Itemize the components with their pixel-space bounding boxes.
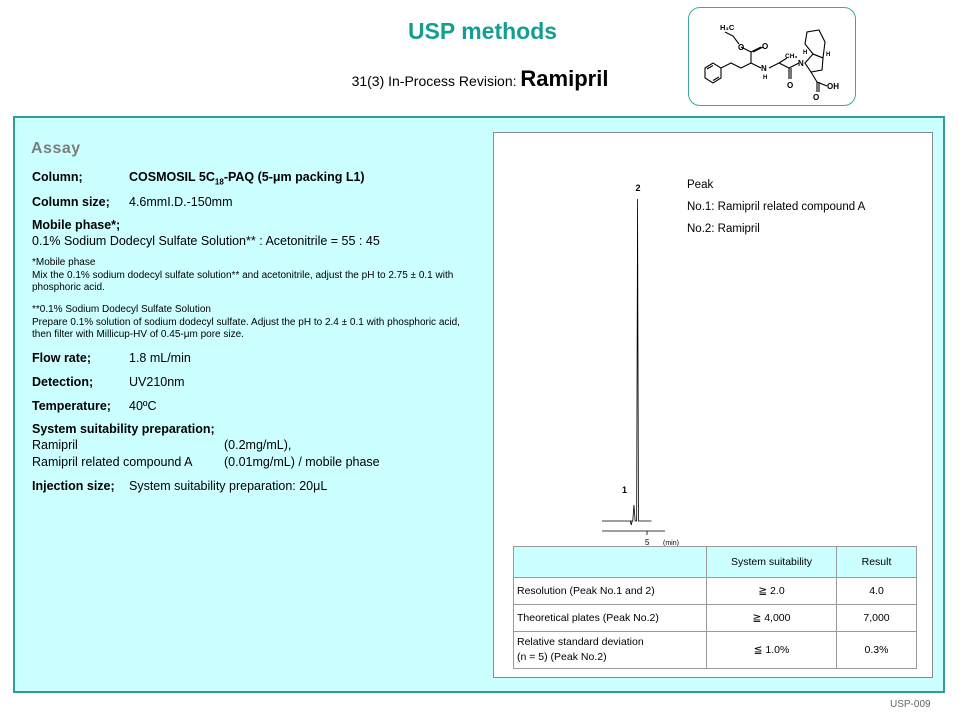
table-cell-item: Resolution (Peak No.1 and 2): [514, 578, 707, 605]
table-header-blank: [514, 547, 707, 578]
table-cell-result: 0.3%: [837, 632, 917, 669]
flow-rate-label: Flow rate;: [32, 351, 92, 365]
svg-text:H₃C: H₃C: [720, 23, 735, 32]
ssp-item-ramipril: Ramipril (0.2mg/mL),: [32, 438, 292, 452]
table-row: [514, 578, 917, 605]
column-row: [32, 170, 365, 187]
legend-peak-2: No.2: Ramipril: [687, 223, 760, 235]
svg-text:H: H: [803, 50, 808, 56]
table-header-result: Result: [837, 547, 917, 578]
peak-label-2: 2: [635, 183, 641, 193]
legend-peak-1: No.1: Ramipril related compound A: [687, 201, 866, 213]
svg-text:OH: OH: [827, 82, 839, 91]
table-cell-item: Theoretical plates (Peak No.2): [514, 605, 707, 632]
baseline-disturbance: [630, 521, 632, 525]
injection-value: System suitability preparation: 20μL: [129, 479, 328, 493]
mobile-phase-note: *Mobile phase Mix the 0.1% sodium dodecyl sulfate solution** and acetonitrile, adjust the pH to 2.75 ± 0.1 with phosphoric acid.: [32, 257, 454, 293]
table-cell-criterion: ≧ 4,000: [707, 605, 837, 632]
svg-text:H: H: [826, 52, 831, 58]
svg-text:O: O: [762, 42, 769, 51]
system-suitability-table: [513, 546, 917, 669]
column-size-row: [32, 195, 233, 209]
column-size-label: Column size;: [32, 195, 110, 209]
legend-title: Peak: [687, 179, 714, 191]
injection-label: Injection size;: [32, 479, 115, 493]
table-row: [514, 632, 917, 669]
svg-text:H: H: [763, 75, 768, 81]
ramipril-structure-diagram: [688, 7, 856, 106]
page-subtitle: [300, 66, 660, 92]
table-cell-criterion: ≧ 2.0: [707, 578, 837, 605]
svg-text:O: O: [738, 43, 745, 52]
detection-row: [32, 375, 185, 389]
subtitle-prefix: 31(3) In-Process Revision:: [351, 73, 521, 89]
subtitle-drug: Ramipril: [520, 66, 609, 91]
column-size-value: 4.6mmI.D.-150mm: [129, 195, 233, 209]
flow-rate-value: 1.8 mL/min: [129, 351, 191, 365]
peak-label-1: 1: [621, 484, 627, 495]
table-cell-criterion: ≦ 1.0%: [707, 632, 837, 669]
table-cell-item: Relative standard deviation (n = 5) (Peak No.2): [514, 632, 707, 669]
svg-text:O: O: [813, 93, 820, 102]
flow-rate-row: [32, 351, 191, 365]
chromatogram-trace: [602, 199, 652, 521]
assay-heading: Assay: [31, 140, 81, 157]
table-cell-result: 4.0: [837, 578, 917, 605]
mobile-phase-value: 0.1% Sodium Dodecyl Sulfate Solution** : Acetonitrile = 55 : 45: [32, 234, 380, 248]
svg-text:N: N: [761, 64, 767, 73]
detection-value: UV210nm: [129, 375, 185, 389]
injection-row: [32, 479, 327, 493]
x-axis-unit-label: (min): [663, 540, 679, 547]
svg-text:CH₃: CH₃: [785, 53, 798, 60]
table-header-criterion: System suitability: [707, 547, 837, 578]
svg-text:N: N: [798, 59, 804, 68]
assay-panel: [13, 116, 945, 693]
footer-code: USP-009: [890, 699, 931, 710]
temperature-label: Temperature;: [32, 399, 111, 413]
x-tick-label: 5: [645, 538, 650, 547]
sds-solution-note: **0.1% Sodium Dodecyl Sulfate Solution Prepare 0.1% solution of sodium dodecyl sulfate. Adjust the pH to 2.4 ± 0.1 with phosphoric acid, then filter with Millicup-HV of 0.45-μm pore size.: [32, 304, 460, 340]
table-cell-result: 7,000: [837, 605, 917, 632]
mobile-phase-label: Mobile phase*;: [32, 218, 121, 232]
svg-text:O: O: [787, 81, 794, 90]
detection-label: Detection;: [32, 375, 94, 389]
page-title: USP methods: [407, 18, 558, 44]
table-header-row: [514, 547, 917, 578]
temperature-row: [32, 399, 157, 413]
temperature-value: 40ºC: [129, 399, 157, 413]
chromatogram-box: [493, 132, 933, 678]
column-value: COSMOSIL $5C_{18}$-PAQ (5-μm packing L1): [129, 170, 365, 187]
ssp-label: System suitability preparation;: [32, 422, 215, 436]
column-label: Column;: [32, 170, 83, 184]
table-row: [514, 605, 917, 632]
ssp-item-compound-a: Ramipril related compound A (0.01mg/mL) / mobile phase: [32, 455, 380, 469]
